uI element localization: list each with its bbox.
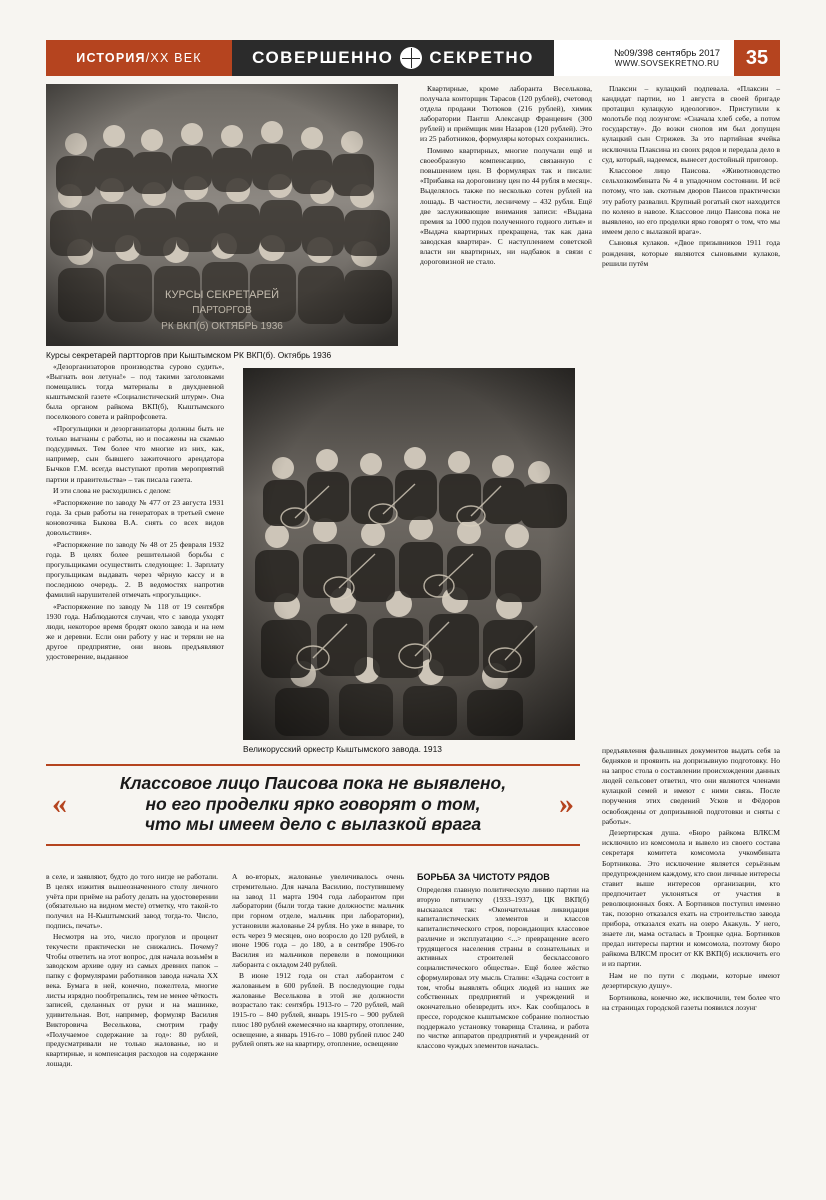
pull-quote-text	[73, 773, 553, 835]
photo-orchestra-image	[243, 368, 575, 740]
paragraph: А во-вторых, жалованье увеличивалось очень стремительно. Для начала Василию, поступившему на завод 11 марта 1904 года лаборантом при лаборатории (были тогда такие должности: мальчик при горном отделе, мальчик при лаборатории), установили жалованье 24 рубля. Но уже в январе, то есть через 9 месяцев, оно возросло до 120 рублей, в июне 1906 года – до 180, а в сентябре 1906-го Василия из мальчиков перевели в помощники лаборанта с окладом 240 рублей.	[232, 872, 404, 969]
paragraph: Несмотря на это, число прогулов и процент текучести практически не снижались. Почему? Чтобы ответить на этот вопрос, для начала возьмём в заводском архиве одну из самых древних папок – папку с формулярами работников завода начала ХХ века. Бумага в ней, конечно, пожелтела, многие листы изрядно пообтрепались, тем не менее чёткость записей, сделанных от руки и на машинке, удивительная. Вот, например, формуляр Василия Викторовича Веселькова, смотрим графу «Получаемое содержание за год»: 80 рублей, предусматривали не только жалованье, но и квартирные, и компенсация расходов на содержание лошади.	[46, 932, 218, 1068]
article-column-right-top	[602, 84, 780, 270]
paragraph: Плаксин – кулацкий подпевала. «Плаксин – кандидат партии, но 1 августа в своей бригаде протащил кулацкую идеологию». Приступили к молотьбе под лозунгом: «Сначала хлеб себе, а потом государству». До возки снопов им был допущен кулацкий сын Стрижев. За это партийная ячейка исключила Плаксина из своих рядов и передала дело в суд, который, надеемся, вынесет достойный приговор.	[602, 84, 780, 164]
logo-word-right: СЕКРЕТНО	[429, 48, 534, 67]
website-url: WWW.SOVSEKRETNO.RU	[614, 59, 720, 68]
paragraph: Дезертирская душа. «Бюро райкома ВЛКСМ исключило из комсомола и вывело из своего состава секретаря комитета комсомола учкомбината Бортникова. Это исключение является серьёзным предупреждением каждому, кто свои личные интересы ставит выше интересов организации, кто предпочитает уклоняться от участия в революционных боях. А Бортников поступил именно так, позорно отказался ехать на строительство завода прибора, отказался ехать на озеро Акакуль. У него, знаете ли, мама осталась в Троицке одна. Бортников предал интересы партии и комсомола, поэтому бюро райкома ВЛКСМ просит от КК ВКП(б) исключить его и из партии.	[602, 828, 780, 969]
svg-text:РК ВКП(б) ОКТЯБРЬ 1936: РК ВКП(б) ОКТЯБРЬ 1936	[161, 321, 283, 332]
article-column-bottom-3	[417, 872, 589, 1052]
paragraph: «Распоряжение по заводу № 48 от 25 февраля 1932 года. В целях более решительной борьбы с прогульщиками осуществить следующее: 1. Зарплату прогульщикам выдавать через чёрную кассу и в последнюю очередь. 2. В ведомостях напротив фамилий нарушителей отмечать «прогульщик».	[46, 539, 224, 600]
paragraph: Сыновья кулаков. «Двое призывников 1911 года рождения, которые являются сыновьями кулаков, решили путём	[602, 238, 780, 268]
paragraph: Нам не по пути с людьми, которые имеют дезертирскую душу».	[602, 971, 780, 991]
paragraph: Помимо квартирных, многие получали ещё и своеобразную компенсацию, связанную с повышением цен. В формулярах так и писали: «Прибавка на дороговизну цен по 44 рубля в месяц». Выделялось также по несколько сотен рублей на лошадь. В частности, лесничему – 432 рубля. Ещё две заслуживающие внимания записи: «Выдана премия за 1000 пудов полученного годного литья» и «Выдача квартирных прекращена, так как дана заводская квартира». С наступлением советской власти ни квартирных, ни надбавок в связи с дороговизной не стало.	[420, 146, 592, 267]
globe-icon	[400, 47, 422, 69]
pull-quote-line-1: Классовое лицо Паисова пока не выявлено,	[119, 773, 507, 793]
pull-quote	[46, 764, 580, 846]
article-column-left-top	[46, 362, 224, 664]
paragraph: Классовое лицо Паисова. «Животноводство сельхозкомбината № 4 в упадочном состоянии. И всё потому, что зав. скотным дворов Паисов практически эту работу развалил. Крупный рогатый скот находится по колено в навозе. Классовое лицо Паисова пока не выявлено, но его проделки ярко говорят о том, что мы имеем дело с вылазкой врага».	[602, 166, 780, 236]
photo-kursy-sekretarei-image	[46, 84, 398, 346]
paragraph: И эти слова не расходились с делом:	[53, 486, 171, 496]
paragraph: Бортникова, конечно же, исключили, тем более что на страницах городской газеты появился лозунг	[602, 992, 780, 1012]
pull-quote-line-3: что мы имеем дело с вылазкой врага	[144, 814, 482, 835]
paragraph: «Прогульщики и дезорганизаторы должны быть не только выгнаны с работы, но и посажены на скамью подсудимых. Тем более что многие из них, как, например, сын бывшего зажиточного арендатора Бычков Г.М. всегда выступают против мероприятий партии и правительства» – так писала газета.	[46, 424, 224, 484]
quote-close-mark: »	[559, 786, 574, 820]
svg-text:ПАРТОРГОВ: ПАРТОРГОВ	[192, 305, 252, 316]
paragraph: Определяя главную политическую линию партии на вторую пятилетку (1933–1937), ЦК ВКП(б) высказался так: «Окончательная ликвидация капиталистических элементов и классов капиталистического строя, порождающих классовое различие и эксплуатацию <...> превращение всего трудящегося населения страны в сознательных и активных строителей бесклассового социалистического общества». Ещё более жёстко сформулировал эту мысль Сталин: «Задача состоит в том, чтобы выявлять общих людей из наших же собственных предприятий и учреждений и окончательно обезвредить их». Как сообщалось в прессе, городское кыштымское собрание полностью поддержало установку товарища Сталина, и работа по чистке аппаратов предприятий и учреждений от классово чуждых элементов началась.	[417, 885, 589, 1051]
paragraph: В июне 1912 года он стал лаборантом с жалованьем в 600 рублей. В последующие годы жалованье Веселькова в этой же должности возрастало так: сентябрь 1913-го – 720 рублей, май 1915-го – 840 рублей, январь 1915-го – 900 рублей плюс 180 рублей ежемесячно на квартиру, отопление, освещение, а январь 1916-го – 1080 рублей плюс 240 рублей опять же на квартиру, отопление, освещение	[232, 971, 404, 1049]
paragraph: «Распоряжение по заводу № 477 от 23 августа 1931 года. За срыв работы на генераторах в третьей смене коновозчика Быкова В.А. снять со всех видов довольствия».	[46, 497, 224, 537]
photo-kursy-sekretarei-caption: Курсы секретарей партторгов при Кыштымском РК ВКП(б). Октябрь 1936	[46, 350, 332, 360]
newspaper-logo	[232, 40, 554, 76]
article-column-right-mid	[602, 746, 780, 1014]
issue-info	[554, 40, 780, 76]
section-label	[46, 40, 232, 76]
article-column-mid-top	[420, 84, 592, 269]
section-sub-label: XX ВЕК	[150, 51, 202, 65]
article-column-bottom-2	[232, 872, 404, 1051]
photo-orchestra-caption: Великорусский оркестр Кыштымского завода. 1913	[243, 744, 442, 754]
article-column-bottom-1	[46, 872, 218, 1070]
issue-number: №09/398 сентябрь 2017	[613, 48, 721, 59]
section-separator: /	[145, 51, 151, 65]
quote-open-mark: «	[52, 786, 67, 820]
paragraph: «Дезорганизаторов производства сурово судить», «Выгнать вон летуна!» – под такими заголовками помещались тогда материалы в двухдневной кыштымской газете «Социалистический штурм». Она была органом райкома ВКП(б), Кыштымского поселкового совета и райпрофсовета.	[46, 362, 224, 422]
svg-text:КУРСЫ СЕКРЕТАРЕЙ: КУРСЫ СЕКРЕТАРЕЙ	[164, 289, 280, 301]
photo-orchestra	[243, 368, 575, 740]
pull-quote-line-2: но его проделки ярко говорят о том,	[145, 793, 481, 814]
paragraph: в селе, и заявляют, будто до того нигде не работали. В целях изжития вышеозначенного столу личного учёта при приёме на работу делать на удостоверении (обязательно на видном месте) отметку, что такой-то получил на Н-Кыштымский завод тогда-то. Число, подпись, печать».	[46, 872, 218, 930]
section-main-label: ИСТОРИЯ	[76, 51, 146, 65]
photo-kursy-sekretarei	[46, 84, 398, 346]
paragraph: «Распоряжение по заводу № 118 от 19 сентября 1930 года. Наблюдаются случаи, что с завода уходят люди, некоторое время бродят около завода и на нем же и деревни. Если они работу у нас и теряли не на другое предприятие, они вновь предъявляют удостоверение, выданное	[46, 601, 224, 662]
page-number: 35	[734, 40, 780, 76]
paragraph: предъявления фальшивых документов выдать себя за бедняков и проявить на допризывную подготовку. Но на запрос стола о составлении происхождении данных людей сельсовет ответил, что они являются членами кулацкой семей и имеют с ними связь. После поручения этих сведений Усков и Фёдоров освобождены от допризывной подготовки и сняты с работы».	[602, 746, 780, 826]
masthead	[46, 40, 780, 76]
subheading-purity-of-ranks: БОРЬБА ЗА ЧИСТОТУ РЯДОВ	[417, 872, 550, 882]
paragraph: Квартирные, кроме лаборанта Веселькова, получала конторщик Тарасов (120 рублей), счетовод отдела продажи Тютюков (216 рублей), химик лаборатории Пантш Александр Францевич (300 рублей) и приёмщик мин Назаров (120 рублей). Это из 25 работников, формуляры которых сохранились.	[420, 84, 592, 144]
logo-word-left: СОВЕРШЕННО	[252, 48, 394, 67]
